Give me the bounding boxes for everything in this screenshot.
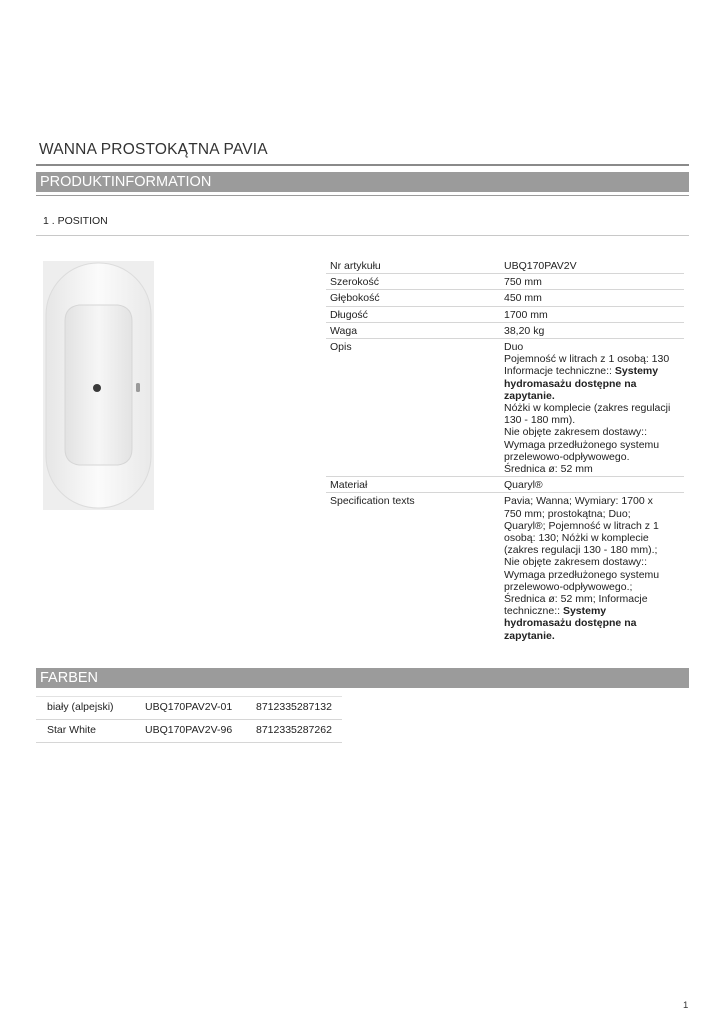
- spec-text-line: osobą: 130; Nóżki w komplecie: [504, 532, 649, 545]
- description-line: Duo: [504, 341, 524, 354]
- spec-text-line: Wymaga przedłużonego systemu: [504, 568, 660, 581]
- description-line: Pojemność w litrach z 1 osobą: 130: [504, 353, 670, 366]
- spec-label-description: Opis: [326, 339, 500, 477]
- document-title: WANNA PROSTOKĄTNA PAVIA: [39, 141, 268, 158]
- spec-value-article: UBQ170PAV2V: [500, 258, 684, 274]
- spec-label-article: Nr artykułu: [326, 258, 500, 274]
- section-divider: [36, 195, 689, 196]
- table-row: [36, 697, 342, 720]
- spec-text-line: 750 mm; prostokątna; Duo;: [504, 507, 631, 520]
- color-name: Star White: [36, 720, 134, 743]
- spec-text: techniczne::: [504, 605, 563, 618]
- description-line: [504, 365, 684, 377]
- spec-value-length: 1700 mm: [500, 306, 684, 322]
- table-row: [326, 290, 684, 306]
- description-line: 130 - 180 mm).: [504, 414, 576, 427]
- page-number: 1: [683, 1000, 689, 1011]
- description-text: Informacje techniczne::: [504, 365, 615, 378]
- spec-text-line: Nie objęte zakresem dostawy::: [504, 556, 647, 569]
- color-ean-code: 8712335287132: [245, 697, 342, 720]
- title-divider: [36, 164, 689, 166]
- description-bold-text: Systemy: [614, 365, 659, 378]
- spec-label-specification-texts: Specification texts: [330, 495, 415, 508]
- spec-text-line: (zakres regulacji 130 - 180 mm).;: [504, 544, 658, 557]
- spec-value-depth: 450 mm: [500, 290, 684, 306]
- bathtub-product-image: [43, 261, 154, 510]
- table-row: [326, 339, 684, 477]
- spec-text-bold: Systemy: [562, 605, 607, 618]
- spec-text-line: Pavia; Wanna; Wymiary: 1700 x: [504, 495, 653, 508]
- spec-text-line: Quaryl®; Pojemność w litrach z 1: [504, 519, 659, 532]
- table-row: [326, 258, 684, 274]
- bathtub-illustration: [43, 261, 154, 510]
- color-ean-code: 8712335287262: [245, 720, 342, 743]
- overflow-icon: [136, 383, 140, 392]
- table-row: [326, 306, 684, 322]
- description-line: Nóżki w komplecie (zakres regulacji: [504, 402, 671, 415]
- description-bold-line: zapytanie.: [504, 389, 555, 402]
- spec-value-description: [500, 339, 684, 477]
- table-row: [36, 720, 342, 743]
- spec-label-material: Materiał: [326, 477, 500, 493]
- table-row: [326, 493, 684, 643]
- spec-label-weight: Waga: [326, 322, 500, 338]
- spec-label-width: Szerokość: [326, 274, 500, 290]
- drain-icon: [93, 384, 101, 392]
- spec-text-line: Średnica ø: 52 mm; Informacje: [504, 593, 648, 606]
- color-name: biały (alpejski): [36, 697, 134, 720]
- description-line: Wymaga przedłużonego systemu: [504, 438, 660, 451]
- spec-text-bold-line: zapytanie.: [504, 629, 555, 642]
- spec-text-bold-line: hydromasażu dostępne na: [504, 617, 637, 630]
- spec-text-line: przelewowo-odpływowego.;: [504, 580, 633, 593]
- description-line: Nie objęte zakresem dostawy::: [504, 426, 647, 439]
- spec-value-weight: 38,20 kg: [500, 322, 684, 338]
- specification-table: [326, 258, 684, 643]
- description-line: przelewowo-odpływowego.: [504, 450, 630, 463]
- table-row: [326, 477, 684, 493]
- spec-value-specification-texts: [500, 493, 684, 643]
- spec-label-length: Długość: [326, 306, 500, 322]
- table-row: [326, 274, 684, 290]
- section-header-product: PRODUKTINFORMATION: [36, 172, 689, 192]
- description-line: Średnica ø: 52 mm: [504, 463, 593, 476]
- position-label: 1 . POSITION: [43, 215, 108, 227]
- spec-value-material: Quaryl®: [500, 477, 684, 493]
- color-article-code: UBQ170PAV2V-96: [134, 720, 245, 743]
- spec-text-line: [504, 605, 684, 617]
- table-row: [326, 322, 684, 338]
- color-article-code: UBQ170PAV2V-01: [134, 697, 245, 720]
- spec-value-width: 750 mm: [500, 274, 684, 290]
- description-bold-line: hydromasażu dostępne na: [504, 377, 637, 390]
- colors-table: [36, 696, 342, 743]
- position-divider: [36, 235, 689, 236]
- section-header-colors: FARBEN: [36, 668, 689, 688]
- spec-label-depth: Głębokość: [326, 290, 500, 306]
